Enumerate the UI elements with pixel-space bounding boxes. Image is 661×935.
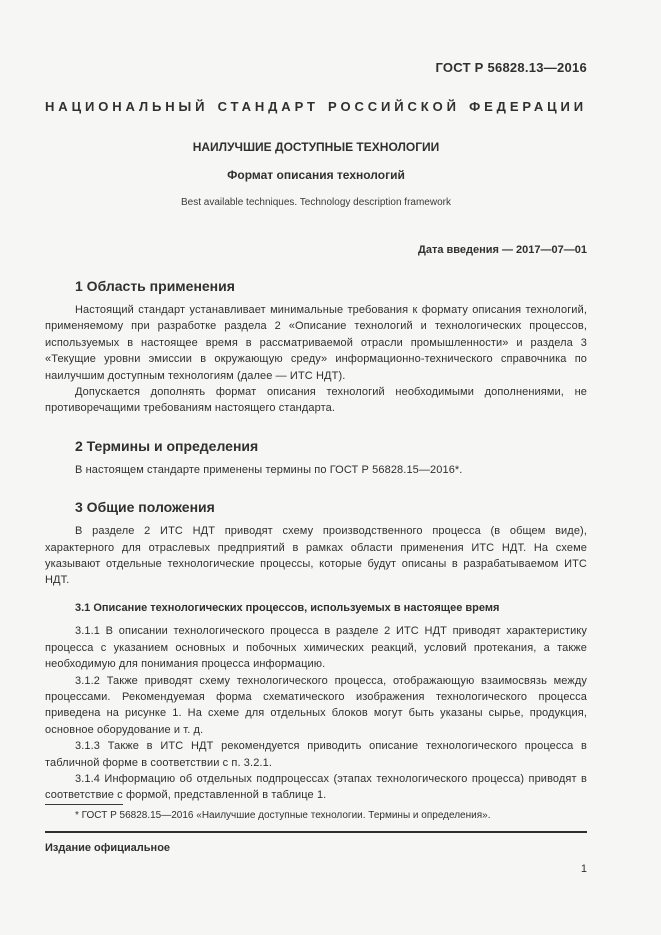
edition-note: Издание официальное (45, 841, 171, 854)
section-3-heading: 3 Общие положения (75, 499, 215, 516)
footnote-text: * ГОСТ Р 56828.15—2016 «Наилучшие доступные технологии. Термины и определения». (75, 809, 491, 821)
page-number: 1 (580, 862, 587, 875)
section-1-paragraph: Допускается дополнять формат описания технологий необходимыми дополнениями, не противоречащими требованиям настоящего стандарта. (45, 386, 587, 415)
standard-type-line: НАЦИОНАЛЬНЫЙ СТАНДАРТ РОССИЙСКОЙ ФЕДЕРАЦИИ (45, 99, 587, 114)
page-footer (45, 804, 587, 876)
section-3-paragraph: В разделе 2 ИТС НДТ приводят схему производственного процесса (в общем виде), характерного для отраслевых предприятий в рамках области применения ИТС НДТ. На схеме указывают отдельные технологические процессы, которые будут описаны в разрабатываемом ИТС НДТ. (45, 525, 587, 587)
section-2-heading: 2 Термины и определения (75, 437, 259, 454)
footer-rule (45, 831, 587, 833)
title-en: Best available techniques. Technology description framework (181, 197, 451, 208)
clause-3-1-4: 3.1.4 Информацию об отдельных подпроцессах (этапах технологического процесса) приводят в соответствие с формой, представленной в таблице 1. (45, 772, 587, 802)
subsection-3-1-heading: 3.1 Описание технологических процессов, используемых в настоящее время (75, 601, 500, 614)
clause-3-1-1: 3.1.1 В описании технологического процесса в разделе 2 ИТС НДТ приводят характеристику процесса с указанием основных и побочных химических реакций, условий протекания, а также необходимую для понимания процесса информацию. (45, 625, 587, 671)
footnote-separator (45, 804, 123, 805)
section-1-paragraph: Настоящий стандарт устанавливает минимальные требования к формату описания технологий, применяемому при разработке раздела 2 «Описание технологий и технологических процессов, используемых в настоящее время в рассматриваемой отрасли промышленности» и раздела 3 «Текущие уровни эмиссии в окружающую среду» информационно-технического справочника по наилучшим доступным технологиям (далее — ИТС НДТ). (45, 304, 587, 382)
doc-number: ГОСТ Р 56828.13—2016 (435, 60, 587, 75)
section-1-heading: 1 Область применения (75, 278, 235, 294)
clause-3-1-3: 3.1.3 Также в ИТС НДТ рекомендуется приводить описание технологического процесса в табличной форме в соответствии с п. 3.2.1. (45, 740, 587, 769)
introduction-date: Дата введения — 2017—07—01 (418, 244, 587, 256)
section-2-paragraph: В настоящем стандарте применены термины по ГОСТ Р 56828.15—2016*. (75, 463, 463, 476)
clause-3-1-2: 3.1.2 Также приводят схему технологического процесса, отображающую взаимосвязь между процессами. Рекомендуемая форма схематического изображения технологического процесса приведена на рисунке 1. На схеме для отдельных блоков могут быть указаны сырье, продукция, основное оборудование и т. д. (45, 674, 587, 736)
title-ru-sub: Формат описания технологий (227, 168, 405, 182)
title-ru-main: НАИЛУЧШИЕ ДОСТУПНЫЕ ТЕХНОЛОГИИ (192, 140, 440, 154)
